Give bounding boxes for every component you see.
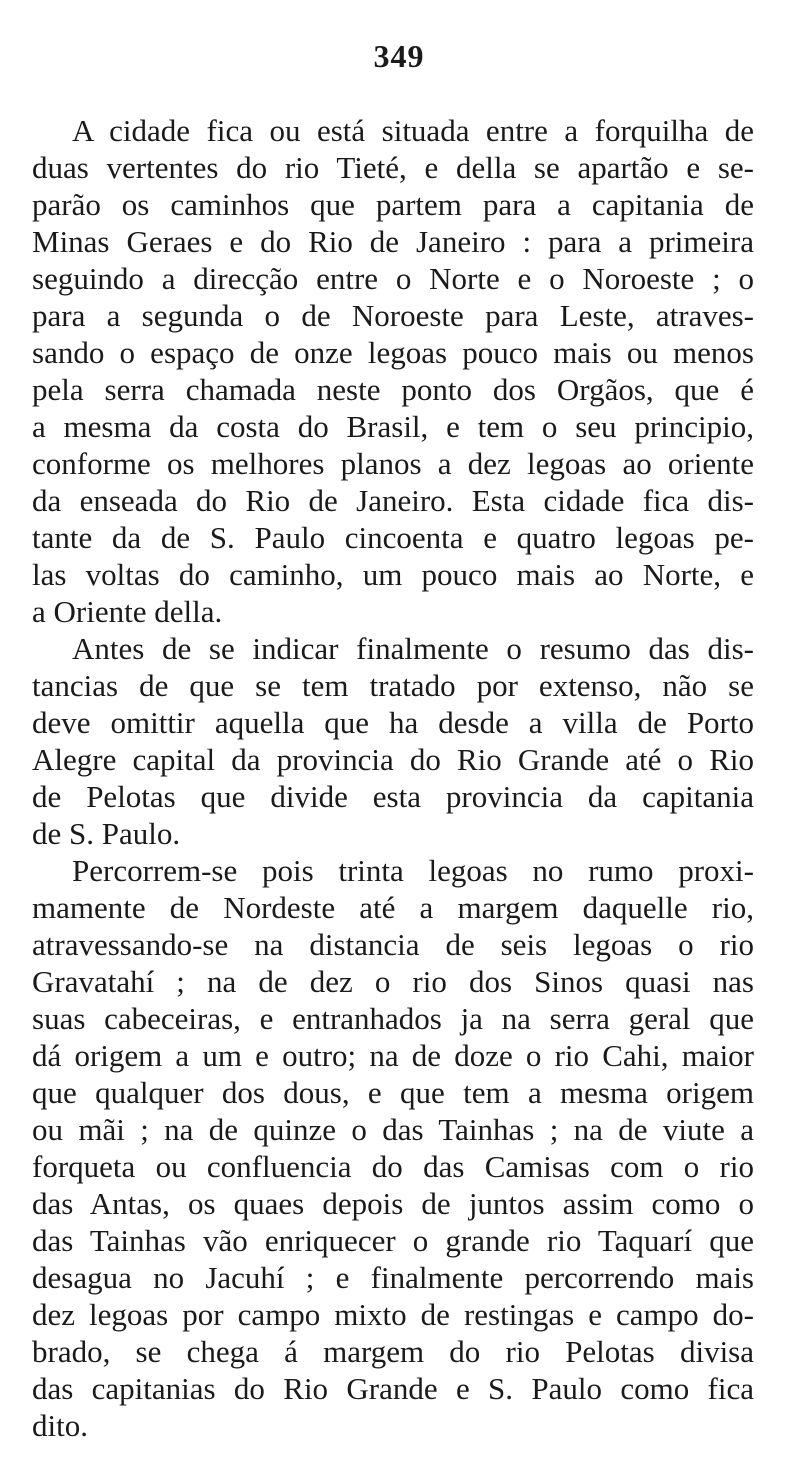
text-line: Percorrem-se pois trinta legoas no rumo proxi- (72, 853, 754, 888)
text-line: dez legoas por campo mixto de restingas e campo do- (32, 1297, 754, 1332)
text-line: das capitanias do Rio Grande e S. Paulo como fica (32, 1371, 754, 1406)
text-line: desagua no Jacuhí ; e finalmente percorrendo mais (32, 1260, 754, 1295)
text-line: sando o espaço de onze legoas pouco mais ou menos (32, 335, 754, 370)
text-line: ou mãi ; na de quinze o das Tainhas ; na de viute a (32, 1112, 754, 1147)
text-line: de S. Paulo. (32, 816, 181, 851)
text-line: a Oriente della. (32, 594, 223, 629)
text-line: tante da de S. Paulo cincoenta e quatro legoas pe- (32, 520, 754, 555)
paragraph-cidade (32, 112, 754, 630)
text-line: atravessando-se na distancia de seis legoas o rio (32, 927, 754, 962)
text-line: dito. (32, 1408, 88, 1443)
paragraph-percorrem (32, 852, 754, 1444)
text-line: das Tainhas vão enriquecer o grande rio Taquarí que (32, 1223, 754, 1258)
text-line: forqueta ou confluencia do das Camisas com o rio (32, 1149, 754, 1184)
text-line: para a segunda o de Noroeste para Leste, atraves- (32, 298, 754, 333)
paragraph-antes (32, 630, 754, 852)
text-line: a mesma da costa do Brasil, e tem o seu principio, (32, 409, 754, 444)
text-line: mamente de Nordeste até a margem daquelle rio, (32, 890, 754, 925)
text-line: Alegre capital da provincia do Rio Grande até o Rio (32, 742, 754, 777)
text-line: duas vertentes do rio Tieté, e della se apartão e se- (32, 150, 754, 185)
text-line: dá origem a um e outro; na de doze o rio Cahi, maior (32, 1038, 754, 1073)
text-line: parão os caminhos que partem para a capitania de (32, 187, 754, 222)
text-line: seguindo a direcção entre o Norte e o Noroeste ; o (32, 261, 754, 296)
text-line: que qualquer dos dous, e que tem a mesma origem (32, 1075, 754, 1110)
text-line: Gravatahí ; na de dez o rio dos Sinos quasi nas (32, 964, 754, 999)
text-line: Antes de se indicar finalmente o resumo das dis- (72, 631, 754, 666)
text-line: de Pelotas que divide esta provincia da capitania (32, 779, 754, 814)
text-line: pela serra chamada neste ponto dos Orgãos, que é (32, 372, 754, 407)
text-line: tancias de que se tem tratado por extenso, não se (32, 668, 754, 703)
text-line: da enseada do Rio de Janeiro. Esta cidade fica dis- (32, 483, 754, 518)
text-line: suas cabeceiras, e entranhados ja na serra geral que (32, 1001, 754, 1036)
text-line: das Antas, os quaes depois de juntos assim como o (32, 1186, 754, 1221)
text-line: deve omittir aquella que ha desde a villa de Porto (32, 705, 754, 740)
text-line: las voltas do caminho, um pouco mais ao Norte, e (32, 557, 754, 592)
text-line: A cidade fica ou está situada entre a forquilha de (72, 113, 754, 148)
text-line: conforme os melhores planos a dez legoas ao oriente (32, 446, 754, 481)
page-number: 349 (373, 38, 425, 74)
text-line: Minas Geraes e do Rio de Janeiro : para a primeira (32, 224, 754, 259)
text-line: brado, se chega á margem do rio Pelotas divisa (32, 1334, 754, 1369)
body-text (32, 112, 754, 1444)
